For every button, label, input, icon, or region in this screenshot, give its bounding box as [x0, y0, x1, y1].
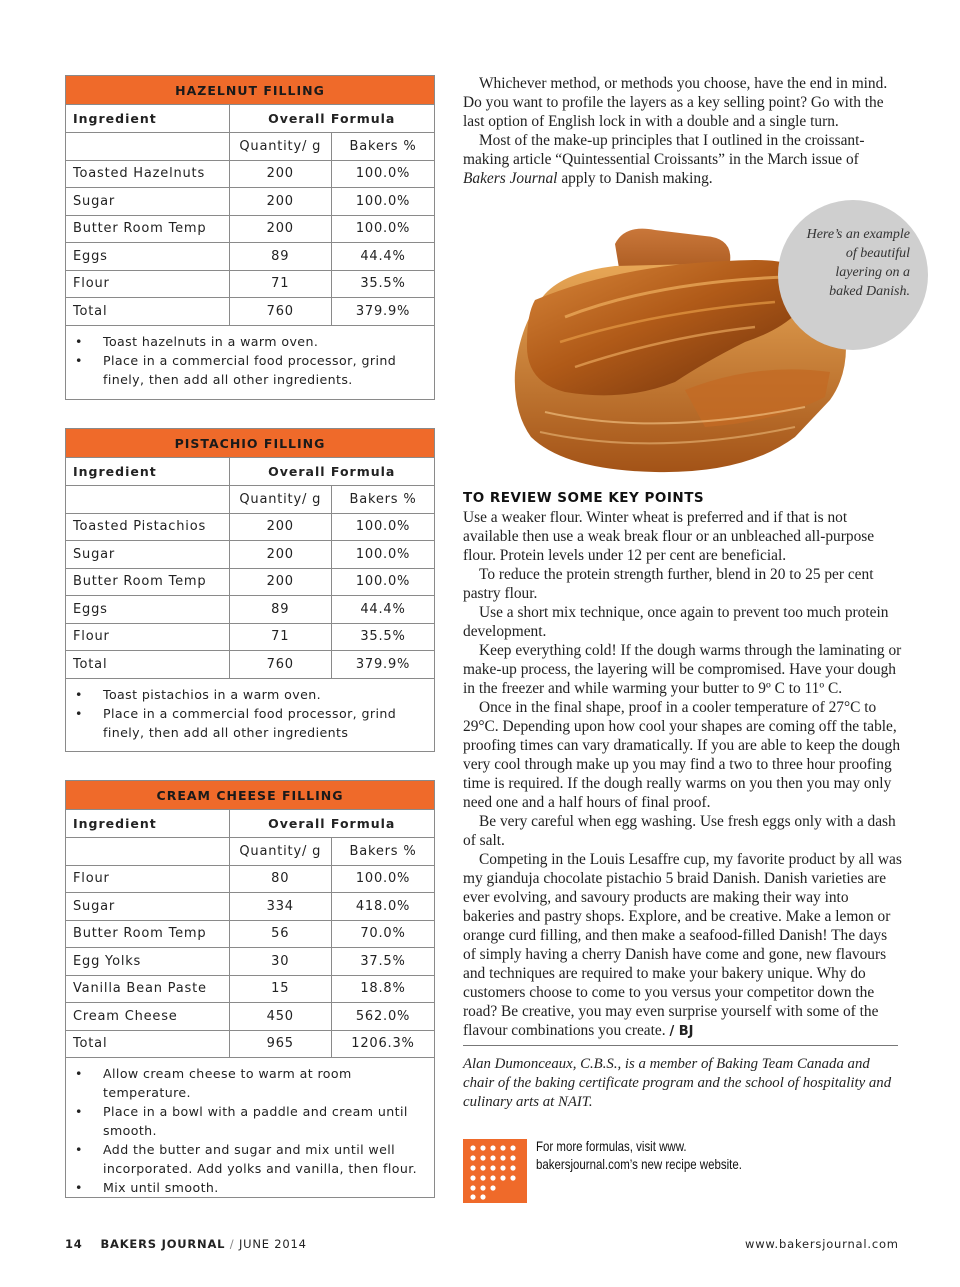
footer-separator: /: [229, 1237, 235, 1251]
table-row: Butter Room Temp 56 70.0%: [66, 920, 434, 948]
table-row-total: Total 965 1206.3%: [66, 1030, 434, 1058]
table-row: Butter Room Temp 200 100.0%: [66, 215, 434, 243]
paragraph: Whichever method, or methods you choose, have the end in mind. Do you want to profile the layers as a key selling point? Go with the last option of English lock in with a double and a single turn.: [463, 75, 888, 130]
list-item: • Mix until smooth.: [73, 1178, 424, 1197]
paragraph: Use a weaker flour. Winter wheat is preferred and if that is not available then use a weak break flour or an unbleached all-purpose flour. Protein levels under 12 per cent are beneficial.: [463, 509, 875, 564]
photo-caption: Here’s an example of beautiful layering on a baked Danish.: [806, 227, 910, 299]
table-row: Egg Yolks 30 37.5%: [66, 948, 434, 976]
table-row: Flour 71 35.5%: [66, 623, 434, 651]
author-bio: Alan Dumonceaux, C.B.S., is a member of Baking Team Canada and chair of the baking certificate program and the school of hospitality and culinary arts at NAIT.: [463, 1056, 892, 1110]
table-row-total: Total 760 379.9%: [66, 298, 434, 326]
overall-formula-header: Overall Formula: [229, 105, 434, 133]
bakers-percent-header: Bakers %: [332, 486, 435, 514]
promo-text: For more formulas, visit www. bakersjournal.com’s new recipe website.: [536, 1138, 742, 1172]
table-row: Sugar 334 418.0%: [66, 893, 434, 921]
list-item: • Add the butter and sugar and mix until well incorporated. Add yolks and vanilla, then flour.: [73, 1140, 424, 1178]
method-notes: [66, 679, 434, 750]
end-mark: / BJ: [669, 1024, 694, 1039]
paragraph: Use a short mix technique, once again to prevent too much protein development.: [463, 604, 889, 640]
table-row: Eggs 89 44.4%: [66, 243, 434, 271]
overall-formula-header: Overall Formula: [229, 810, 434, 838]
table-row: Flour 71 35.5%: [66, 270, 434, 298]
list-item: • Allow cream cheese to warm at room temperature.: [73, 1064, 424, 1102]
hazelnut-filling-table: [65, 75, 435, 400]
issue-date: JUNE 2014: [238, 1237, 307, 1251]
table-title: PISTACHIO FILLING: [66, 429, 434, 458]
table-row: Butter Room Temp 200 100.0%: [66, 568, 434, 596]
table-row: Cream Cheese 450 562.0%: [66, 1003, 434, 1031]
paragraph: Keep everything cold! If the dough warms through the laminating or make-up process, the layering will be compromised. Have your dough in the freezer and while warming your butter to 9º C to 11º C.: [463, 642, 902, 697]
paragraph: Competing in the Louis Lesaffre cup, my favorite product by all was my gianduja chocolate pistachio 5 braid Danish. Danish varieties are ever evolving, and savoury products are making their way into bakeries and pastry shops. Explore, and be creative. Make a lemon or orange curd filling, and then make a seafood-filled Danish! The days of simply having a cherry Danish have come and gone, new flavours and techniques are required to make your bakery unique. Why do customers choose to come to you versus your competitor down the road? Be creative, you may even surprise yourself with some of the flavour combinations you create. / BJ: [463, 851, 902, 1039]
table-row: Flour 80 100.0%: [66, 865, 434, 893]
paragraph: To reduce the protein strength further, blend in 20 to 25 per cent pastry flour.: [463, 566, 874, 602]
quantity-header: Quantity/ g: [229, 838, 332, 866]
list-item: • Place in a bowl with a paddle and cream until smooth.: [73, 1102, 424, 1140]
article-key-points: [463, 489, 903, 1041]
method-notes: [66, 326, 434, 397]
table-title: HAZELNUT FILLING: [66, 76, 434, 105]
list-item: • Toast hazelnuts in a warm oven.: [73, 332, 424, 351]
list-item: • Place in a commercial food processor, grind finely, then add all other ingredients: [73, 704, 424, 742]
bakers-percent-header: Bakers %: [332, 838, 435, 866]
table-row-total: Total 760 379.9%: [66, 651, 434, 679]
list-item: • Toast pistachios in a warm oven.: [73, 685, 424, 704]
ingredient-header: Ingredient: [66, 810, 229, 838]
cream-cheese-filling-table: [65, 780, 435, 1198]
recipe-grid-icon: [463, 1139, 527, 1203]
table-row: Sugar 200 100.0%: [66, 188, 434, 216]
photo-caption-circle: [778, 200, 928, 350]
ingredient-header: Ingredient: [66, 105, 229, 133]
table-row: Toasted Hazelnuts 200 100.0%: [66, 160, 434, 188]
paragraph: Once in the final shape, proof in a cooler temperature of 27°C to 29°C. Depending upon how cool your shapes are coming off the table, proofing times can vary dramatically. If you are able to keep the dough very cool through make up you may find a two to three hour proofing time is required. If the dough really warms on you then you may only need one and a half hours of final proof.: [463, 699, 901, 811]
paragraph: Be very careful when egg washing. Use fresh eggs only with a dash of salt.: [463, 813, 896, 849]
page-footer-left: [65, 1237, 307, 1251]
table-row: Eggs 89 44.4%: [66, 596, 434, 624]
section-heading: TO REVIEW SOME KEY POINTS: [463, 490, 705, 506]
table-row: Toasted Pistachios 200 100.0%: [66, 513, 434, 541]
quantity-header: Quantity/ g: [229, 486, 332, 514]
website-url[interactable]: www.bakersjournal.com: [745, 1237, 899, 1251]
overall-formula-header: Overall Formula: [229, 458, 434, 486]
magazine-title: BAKERS JOURNAL: [100, 1237, 226, 1251]
page-number: 14: [65, 1237, 83, 1251]
table-row: Vanilla Bean Paste 15 18.8%: [66, 975, 434, 1003]
pistachio-filling-table: [65, 428, 435, 752]
method-notes: [66, 1058, 434, 1205]
list-item: • Place in a commercial food processor, grind finely, then add all other ingredients.: [73, 351, 424, 389]
ingredient-header: Ingredient: [66, 458, 229, 486]
magazine-name: Bakers Journal: [463, 170, 558, 187]
divider: [463, 1045, 898, 1046]
paragraph: Most of the make-up principles that I outlined in the croissant-making article “Quintessential Croissants” in the March issue of Bakers Journal apply to Danish making.: [463, 132, 865, 187]
quantity-header: Quantity/ g: [229, 133, 332, 161]
article-intro: [463, 74, 903, 188]
table-title: CREAM CHEESE FILLING: [66, 781, 434, 810]
bakers-percent-header: Bakers %: [332, 133, 435, 161]
table-row: Sugar 200 100.0%: [66, 541, 434, 569]
